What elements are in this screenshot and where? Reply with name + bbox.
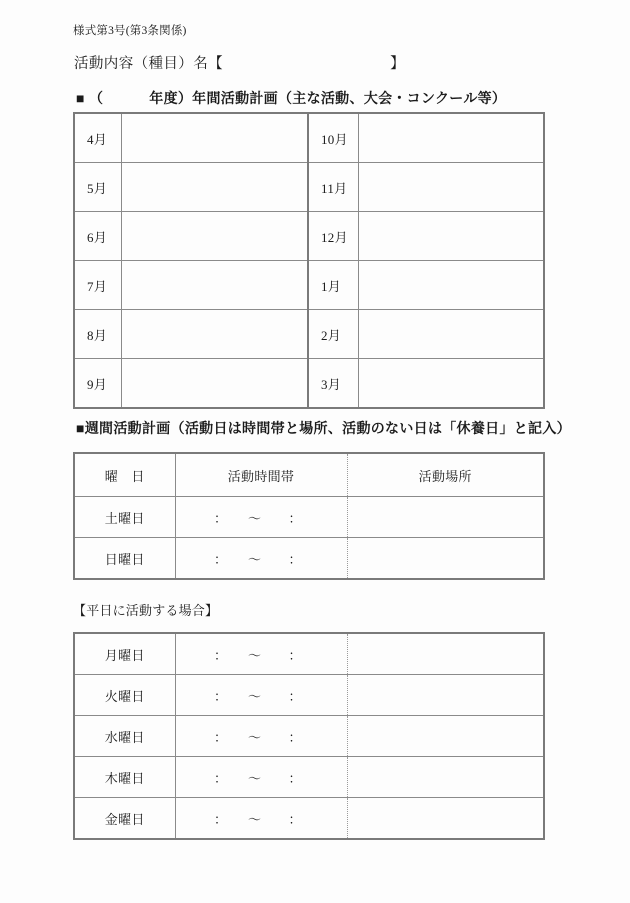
annual-heading-marker: ■ xyxy=(76,90,85,106)
activity-name-close-bracket: 】 xyxy=(390,56,405,72)
month-plan-right[interactable] xyxy=(358,359,544,409)
day-label: 土曜日 xyxy=(74,497,175,538)
table-header-row xyxy=(74,453,544,497)
month-label-left: 7月 xyxy=(74,261,121,310)
day-label: 火曜日 xyxy=(74,675,175,716)
table-row xyxy=(74,798,544,840)
month-label-left: 5月 xyxy=(74,163,121,212)
table-row xyxy=(74,497,544,538)
table-row xyxy=(74,675,544,716)
time-range-field[interactable]: ： ～ ： xyxy=(176,798,348,838)
day-label: 金曜日 xyxy=(74,798,175,840)
place-field[interactable] xyxy=(348,757,544,797)
weekly-plan-heading: ■週間活動計画（活動日は時間帯と場所、活動のない日は「休養日」と記入） xyxy=(76,420,571,436)
place-field[interactable] xyxy=(348,798,544,838)
month-plan-left[interactable] xyxy=(121,163,308,212)
table-row xyxy=(74,538,544,580)
place-field[interactable] xyxy=(348,634,544,674)
month-plan-right[interactable] xyxy=(358,310,544,359)
month-plan-left[interactable] xyxy=(121,261,308,310)
month-label-left: 9月 xyxy=(74,359,121,409)
annual-heading-rest: 年度）年間活動計画（主な活動、大会・コンクール等） xyxy=(149,90,507,106)
day-entry-group xyxy=(175,716,544,757)
weekly-plan-table xyxy=(73,452,545,580)
month-label-right: 10月 xyxy=(308,113,358,163)
month-label-right: 2月 xyxy=(308,310,358,359)
annual-plan-heading xyxy=(76,88,506,108)
form-code-label: 様式第3号(第3条関係) xyxy=(73,25,187,37)
place-field[interactable] xyxy=(348,716,544,756)
weekday-plan-table xyxy=(73,632,545,840)
month-label-right: 11月 xyxy=(308,163,358,212)
month-label-right: 3月 xyxy=(308,359,358,409)
activity-name-label: 活動内容（種目）名【 xyxy=(74,56,223,72)
time-range-field[interactable]: ： ～ ： xyxy=(176,497,348,537)
time-range-field[interactable]: ： ～ ： xyxy=(176,757,348,797)
month-plan-left[interactable] xyxy=(121,113,308,163)
activity-name-line xyxy=(73,52,405,73)
time-range-field[interactable]: ： ～ ： xyxy=(176,675,348,715)
table-row xyxy=(74,633,544,675)
month-plan-right[interactable] xyxy=(358,261,544,310)
month-plan-left[interactable] xyxy=(121,359,308,409)
table-row xyxy=(74,261,544,310)
day-entry-group xyxy=(175,538,544,580)
day-entry-group xyxy=(175,633,544,675)
column-header-place: 活動場所 xyxy=(418,468,472,484)
month-label-left: 6月 xyxy=(74,212,121,261)
place-field[interactable] xyxy=(348,538,544,578)
month-label-left: 8月 xyxy=(74,310,121,359)
annual-plan-table xyxy=(73,112,545,409)
column-header-group xyxy=(175,453,544,497)
table-row xyxy=(74,163,544,212)
time-range-field[interactable]: ： ～ ： xyxy=(176,716,348,756)
month-label-right: 1月 xyxy=(308,261,358,310)
day-label: 月曜日 xyxy=(74,633,175,675)
month-plan-right[interactable] xyxy=(358,113,544,163)
day-label: 木曜日 xyxy=(74,757,175,798)
table-row xyxy=(74,113,544,163)
weekday-section-label: 【平日に活動する場合】 xyxy=(73,603,219,618)
day-label: 水曜日 xyxy=(74,716,175,757)
month-label-left: 4月 xyxy=(74,113,121,163)
table-row xyxy=(74,359,544,409)
table-row xyxy=(74,757,544,798)
place-field[interactable] xyxy=(348,675,544,715)
month-plan-right[interactable] xyxy=(358,163,544,212)
day-entry-group xyxy=(175,497,544,538)
month-plan-right[interactable] xyxy=(358,212,544,261)
month-plan-left[interactable] xyxy=(121,212,308,261)
day-entry-group xyxy=(175,757,544,798)
table-row xyxy=(74,716,544,757)
column-header-time: 活動時間帯 xyxy=(176,454,348,496)
place-field[interactable] xyxy=(348,497,544,537)
column-header-day: 曜 日 xyxy=(74,453,175,497)
annual-heading-prefix: （ xyxy=(88,90,104,106)
day-entry-group xyxy=(175,798,544,840)
time-range-field[interactable]: ： ～ ： xyxy=(176,538,348,578)
time-range-field[interactable]: ： ～ ： xyxy=(176,634,348,674)
month-label-right: 12月 xyxy=(308,212,358,261)
table-row xyxy=(74,212,544,261)
day-label: 日曜日 xyxy=(74,538,175,580)
month-plan-left[interactable] xyxy=(121,310,308,359)
day-entry-group xyxy=(175,675,544,716)
table-row xyxy=(74,310,544,359)
